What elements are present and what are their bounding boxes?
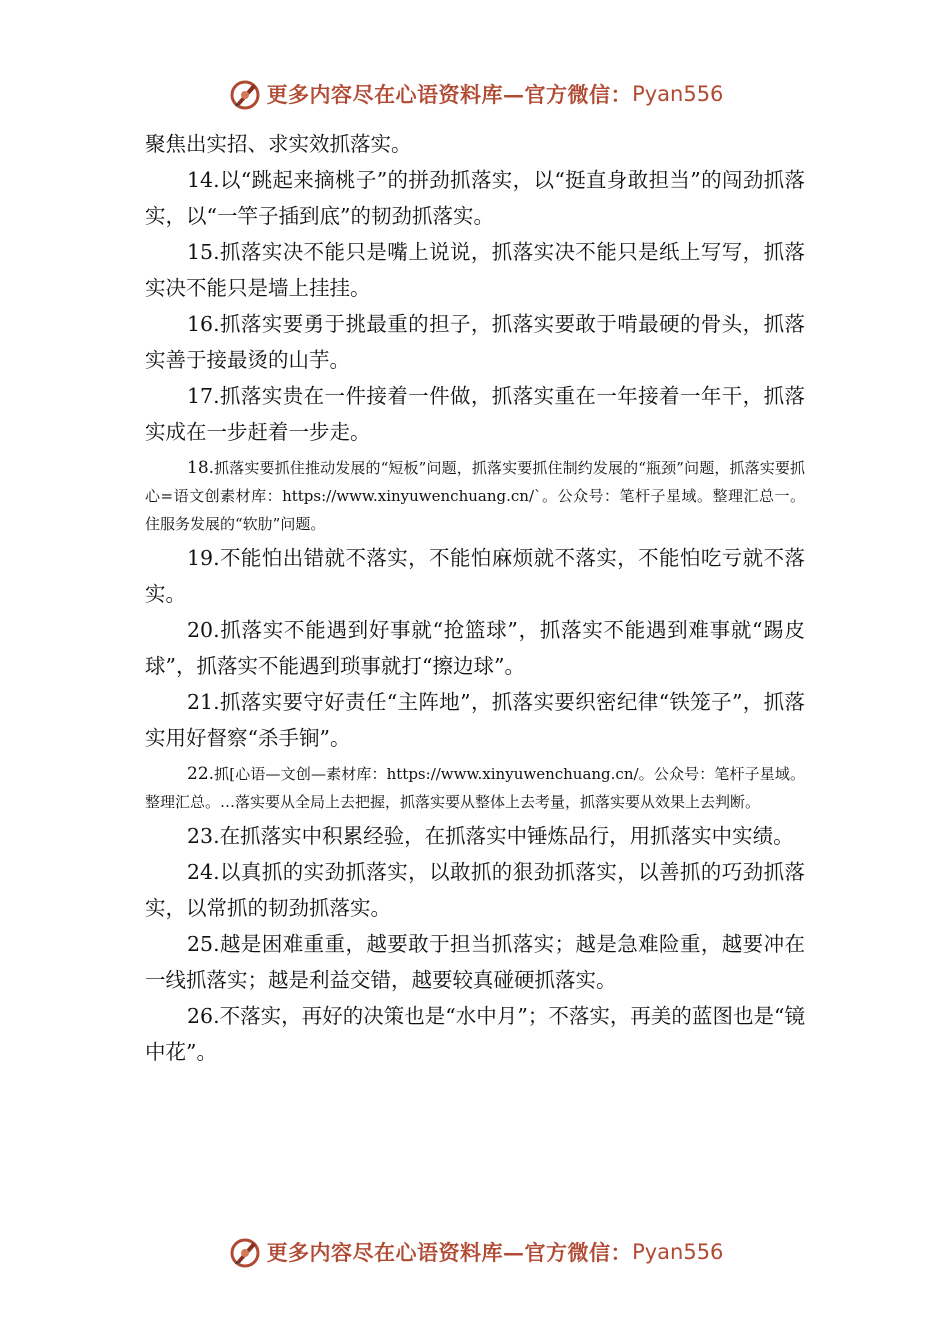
paragraph: 聚焦出实招、求实效抓落实。 [145, 132, 412, 156]
banner-text: 更多内容尽在心语资料库—官方微信： [266, 82, 633, 107]
pen-logo-icon [227, 1234, 263, 1270]
document-body [145, 126, 805, 1070]
banner-handle: Pyan556 [632, 1240, 724, 1264]
paragraph: 25.越是困难重重，越要敢于担当抓落实；越是急难险重，越要冲在一线抓落实；越是利益交错，越要较真碰硬抓落实。 [145, 932, 805, 992]
paragraph: 24.以真抓的实劲抓落实，以敢抓的狠劲抓落实，以善抓的巧劲抓落实，以常抓的韧劲抓落实。 [145, 860, 805, 920]
paragraph: 16.抓落实要勇于挑最重的担子，抓落实要敢于啃最硬的骨头，抓落实善于接最烫的山芋。 [145, 312, 805, 372]
paragraph: 14.以“跳起来摘桃子”的拼劲抓落实，以“挺直身敢担当”的闯劲抓落实，以“一竿子插到底”的韧劲抓落实。 [145, 168, 805, 228]
pen-logo-icon [227, 76, 263, 112]
paragraph: 19.不能怕出错就不落实，不能怕麻烦就不落实，不能怕吃亏就不落实。 [145, 546, 805, 606]
banner-handle: Pyan556 [632, 82, 724, 106]
paragraph: 15.抓落实决不能只是嘴上说说，抓落实决不能只是纸上写写，抓落实决不能只是墙上挂挂。 [145, 240, 805, 300]
header-banner [0, 74, 950, 114]
footer-banner [0, 1232, 950, 1272]
banner-text: 更多内容尽在心语资料库—官方微信： [266, 1240, 633, 1265]
paragraph: 20.抓落实不能遇到好事就“抢篮球”，抓落实不能遇到难事就“踢皮球”，抓落实不能遇到琐事就打“擦边球”。 [145, 618, 805, 678]
paragraph: 17.抓落实贵在一件接着一件做，抓落实重在一年接着一年干，抓落实成在一步赶着一步走。 [145, 384, 805, 444]
paragraph: 26.不落实，再好的决策也是“水中月”；不落实，再美的蓝图也是“镜中花”。 [145, 1004, 805, 1064]
paragraph-small: 22.抓[心语—文创—素材库：https://www.xinyuwenchuang.cn/。公众号：笔杆子星域。整理汇总。…落实要从全局上去把握，抓落实要从整体上去考量，抓落实要从效果上去判断。 [145, 764, 805, 811]
paragraph: 23.在抓落实中积累经验，在抓落实中锤炼品行，用抓落实中实绩。 [187, 824, 794, 848]
paragraph-small: 18.抓落实要抓住推动发展的“短板”问题，抓落实要抓住制约发展的“瓶颈”问题，抓落实要抓心=语文创素材库：https://www.xinyuwenchuang.cn/`。公众号：笔杆子星域。整理汇总一。住服务发展的“软肋”问题。 [145, 458, 805, 533]
paragraph: 21.抓落实要守好责任“主阵地”，抓落实要织密纪律“铁笼子”，抓落实用好督察“杀手锏”。 [145, 690, 805, 750]
